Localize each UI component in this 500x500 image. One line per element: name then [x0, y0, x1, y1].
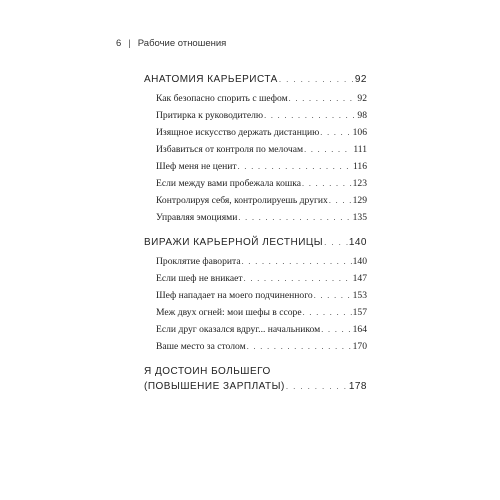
section-page-number: 106 [352, 127, 367, 138]
section-page-number: 116 [352, 161, 367, 172]
chapter-page-number: 178 [348, 381, 367, 392]
leader-dots [279, 72, 354, 87]
toc-section-entry [144, 209, 367, 226]
section-title: Притирка к руководителю [156, 110, 264, 121]
section-title: Если шеф не вникает [156, 273, 243, 284]
leader-dots [247, 338, 352, 355]
section-title: Как безопасно спорить с шефом [156, 93, 288, 104]
toc-chapter-entry [144, 235, 367, 250]
chapter-title: ВИРАЖИ КАРЬЕРНОЙ ЛЕСТНИЦЫ [144, 237, 324, 248]
section-title: Если друг оказался вдруг... начальником [156, 324, 321, 335]
toc-chapter-group [144, 72, 367, 226]
leader-dots [324, 235, 348, 250]
leader-dots [286, 379, 348, 394]
leader-dots [289, 90, 357, 107]
section-title: Проклятие фаворита [156, 256, 241, 267]
chapter-page-number: 140 [348, 237, 367, 248]
running-head-separator: | [128, 38, 131, 49]
leader-dots [329, 192, 352, 209]
leader-dots [238, 158, 352, 175]
page-number: 6 [116, 38, 122, 49]
leader-dots [238, 209, 351, 226]
section-page-number: 111 [353, 144, 367, 155]
toc-section-entry [144, 304, 367, 321]
toc-section-entry [144, 175, 367, 192]
leader-dots [302, 175, 352, 192]
leader-dots [314, 287, 352, 304]
section-title: Избавиться от контроля по мелочам [156, 144, 304, 155]
toc-section-entry [144, 141, 367, 158]
toc-section-entry [144, 124, 367, 141]
table-of-contents [144, 72, 367, 403]
chapter-title-line1: Я ДОСТОИН БОЛЬШЕГО [144, 366, 271, 377]
leader-dots [244, 270, 352, 287]
toc-section-entry [144, 192, 367, 209]
toc-section-entry [144, 321, 367, 338]
section-page-number: 153 [352, 290, 367, 301]
toc-section-entry [144, 338, 367, 355]
section-page-number: 147 [352, 273, 367, 284]
toc-chapter-group [144, 364, 367, 394]
toc-section-entry [144, 107, 367, 124]
section-page-number: 98 [357, 110, 367, 121]
toc-chapter-entry [144, 379, 367, 394]
section-title: Если между вами пробежала кошка [156, 178, 302, 189]
toc-chapter-entry [144, 72, 367, 87]
running-head-title: Рабочие отношения [137, 38, 227, 49]
section-title: Контролируя себя, контролируешь других [156, 195, 328, 206]
leader-dots [264, 107, 356, 124]
section-title: Шеф меня не ценит [156, 161, 237, 172]
section-page-number: 140 [352, 256, 367, 267]
leader-dots [242, 253, 352, 270]
section-page-number: 164 [352, 324, 367, 335]
leader-dots [321, 321, 351, 338]
chapter-page-number: 92 [354, 74, 367, 85]
section-title: Изящное искусство держать дистанцию [156, 127, 320, 138]
leader-dots [303, 304, 352, 321]
toc-section-entry [144, 270, 367, 287]
toc-chapter-group [144, 235, 367, 355]
section-page-number: 123 [352, 178, 367, 189]
leader-dots [320, 124, 351, 141]
section-page-number: 135 [352, 212, 367, 223]
section-page-number: 92 [357, 93, 367, 104]
toc-section-entry [144, 253, 367, 270]
chapter-title-line2: (ПОВЫШЕНИЕ ЗАРПЛАТЫ) [144, 381, 285, 392]
section-title: Управляя эмоциями [156, 212, 238, 223]
section-page-number: 170 [352, 341, 367, 352]
section-page-number: 157 [352, 307, 367, 318]
chapter-title: АНАТОМИЯ КАРЬЕРИСТА [144, 74, 278, 85]
section-title: Шеф нападает на моего подчиненного [156, 290, 313, 301]
section-title: Ваше место за столом [156, 341, 246, 352]
leader-dots [304, 141, 352, 158]
toc-section-entry [144, 90, 367, 107]
section-title: Меж двух огней: мои шефы в ссоре [156, 307, 302, 318]
toc-section-entry [144, 158, 367, 175]
toc-section-entry [144, 287, 367, 304]
section-page-number: 129 [352, 195, 367, 206]
running-head [116, 38, 226, 49]
